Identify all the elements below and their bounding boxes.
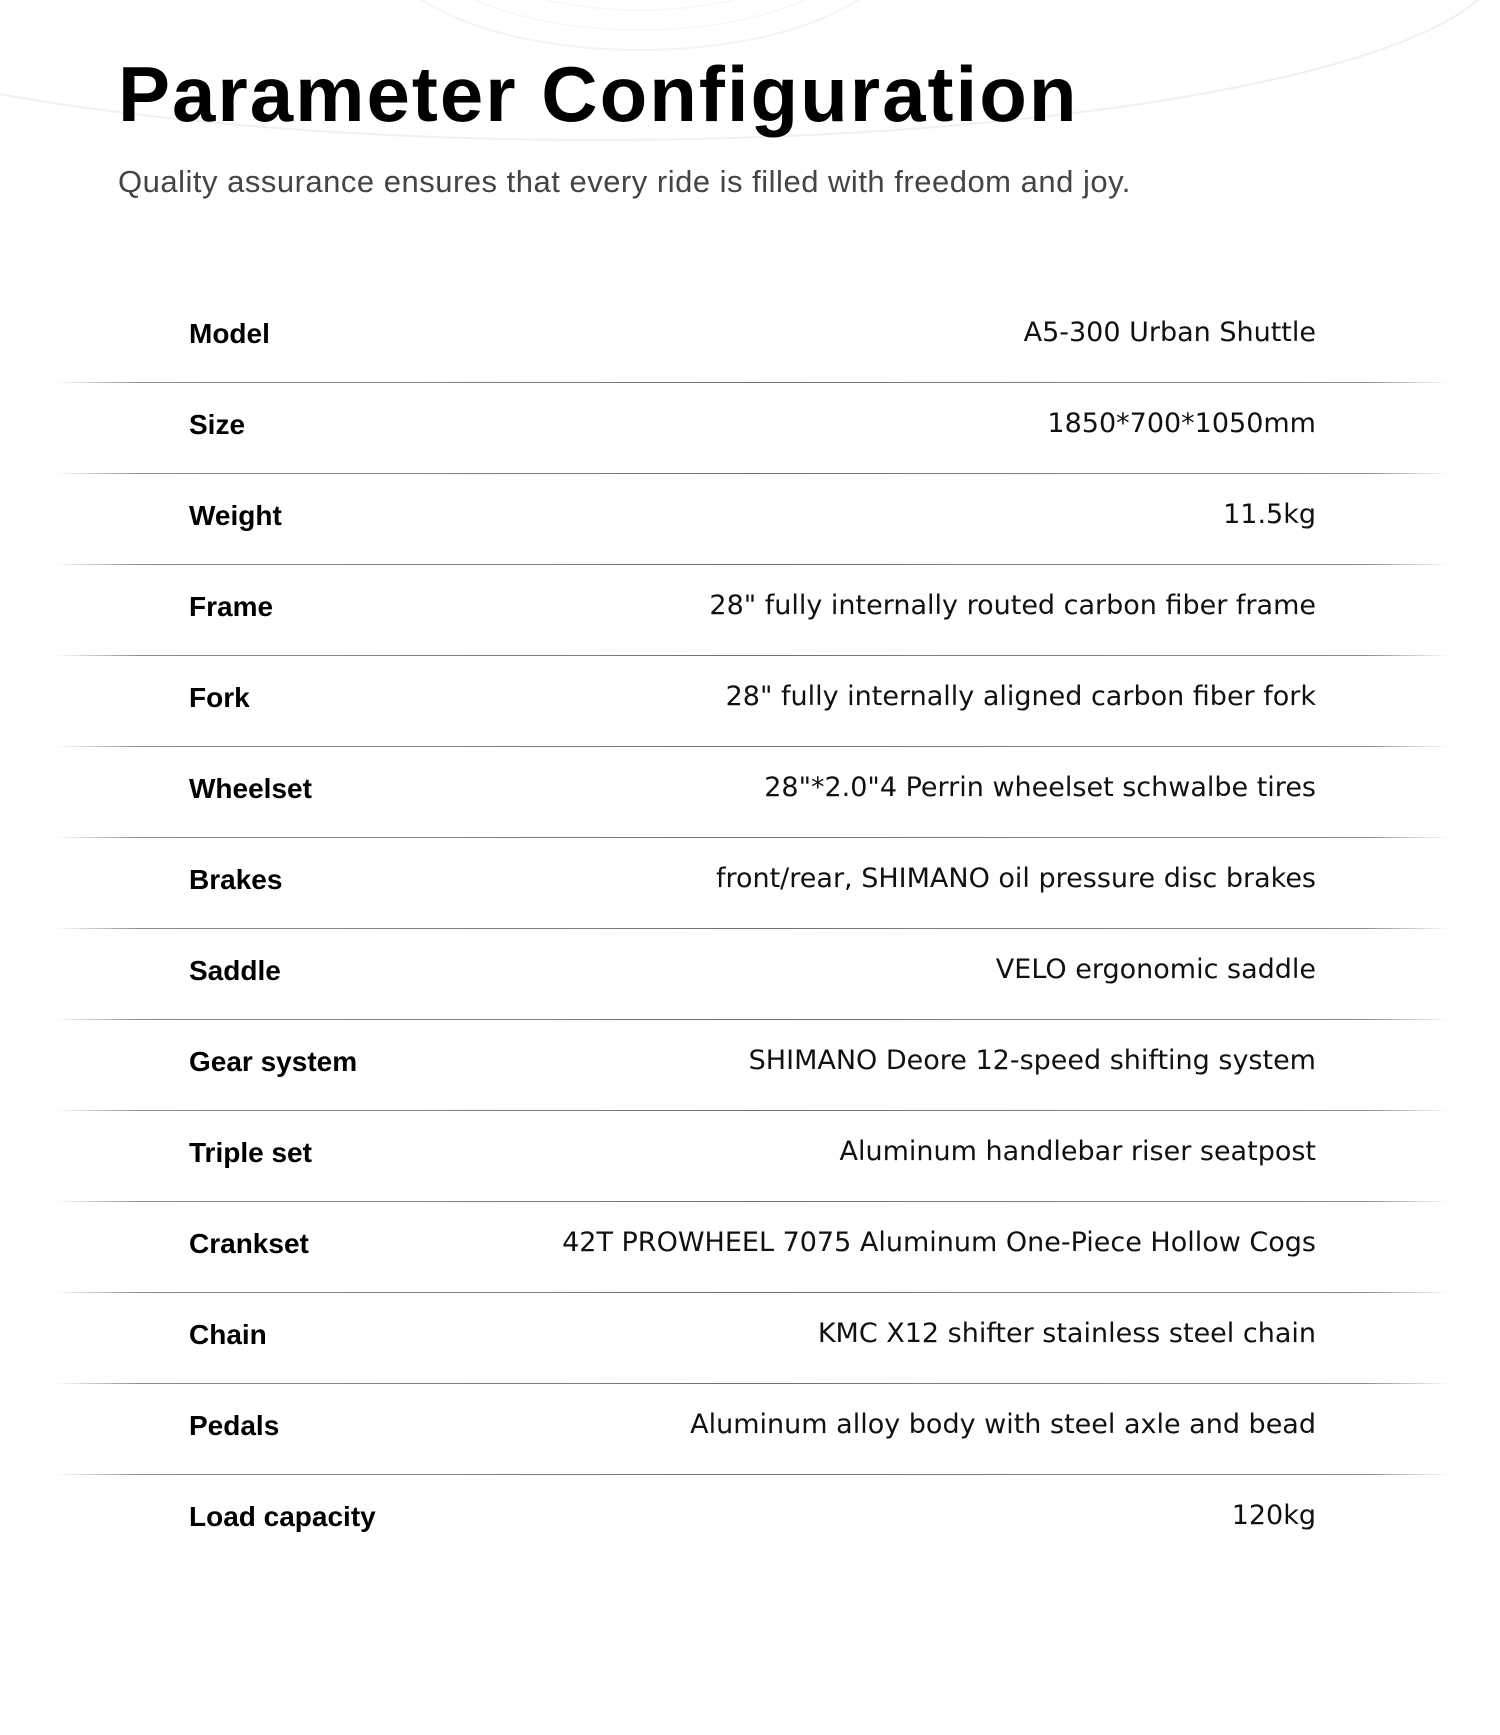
spec-label: Saddle [189, 955, 281, 986]
spec-value: front/rear, SHIMANO oil pressure disc brakes [715, 863, 1316, 894]
spec-value: SHIMANO Deore 12-speed shifting system [748, 1045, 1316, 1076]
spec-value: Aluminum handlebar riser seatpost [839, 1136, 1316, 1167]
spec-label: Frame [189, 591, 274, 622]
spec-row-chain [55, 1293, 1450, 1384]
spec-row-frame [55, 565, 1450, 656]
spec-label: Load capacity [189, 1501, 376, 1532]
spec-row-saddle [55, 929, 1450, 1020]
spec-value: VELO ergonomic saddle [995, 954, 1316, 985]
spec-value: 11.5kg [1223, 499, 1316, 530]
spec-label: Pedals [189, 1410, 280, 1441]
spec-value: 28" fully internally aligned carbon fiber fork [725, 681, 1316, 712]
spec-table [55, 292, 1450, 1566]
spec-row-load-capacity [55, 1475, 1450, 1566]
spec-label: Model [189, 318, 270, 349]
spec-value: 28" fully internally routed carbon fiber frame [709, 590, 1316, 621]
spec-value: 120kg [1231, 1500, 1316, 1531]
spec-value: 28"*2.0"4 Perrin wheelset schwalbe tires [764, 772, 1316, 803]
spec-value: 1850*700*1050mm [1047, 408, 1316, 439]
spec-label: Weight [189, 500, 282, 531]
page-header [118, 48, 1418, 200]
spec-value: KMC X12 shifter stainless steel chain [817, 1318, 1316, 1349]
spec-label: Crankset [189, 1228, 309, 1259]
spec-label: Gear system [189, 1046, 358, 1077]
spec-row-fork [55, 656, 1450, 747]
spec-row-gear-system [55, 1020, 1450, 1111]
spec-row-brakes [55, 838, 1450, 929]
spec-row-weight [55, 474, 1450, 565]
spec-row-crankset [55, 1202, 1450, 1293]
spec-label: Triple set [189, 1137, 312, 1168]
spec-value: Aluminum alloy body with steel axle and bead [690, 1409, 1316, 1440]
spec-row-wheelset [55, 747, 1450, 838]
spec-label: Fork [189, 682, 250, 713]
spec-label: Size [189, 409, 246, 440]
spec-value: 42T PROWHEEL 7075 Aluminum One-Piece Hollow Cogs [562, 1227, 1316, 1258]
spec-value: A5-300 Urban Shuttle [1023, 317, 1316, 348]
page-subtitle: Quality assurance ensures that every ride is filled with freedom and joy. [118, 163, 1131, 199]
spec-row-model [55, 292, 1450, 383]
spec-row-pedals [55, 1384, 1450, 1475]
spec-label: Brakes [189, 864, 283, 895]
spec-row-size [55, 383, 1450, 474]
spec-row-triple-set [55, 1111, 1450, 1202]
page-title: Parameter Configuration [118, 50, 1079, 138]
spec-label: Wheelset [189, 773, 312, 804]
spec-label: Chain [189, 1319, 267, 1350]
